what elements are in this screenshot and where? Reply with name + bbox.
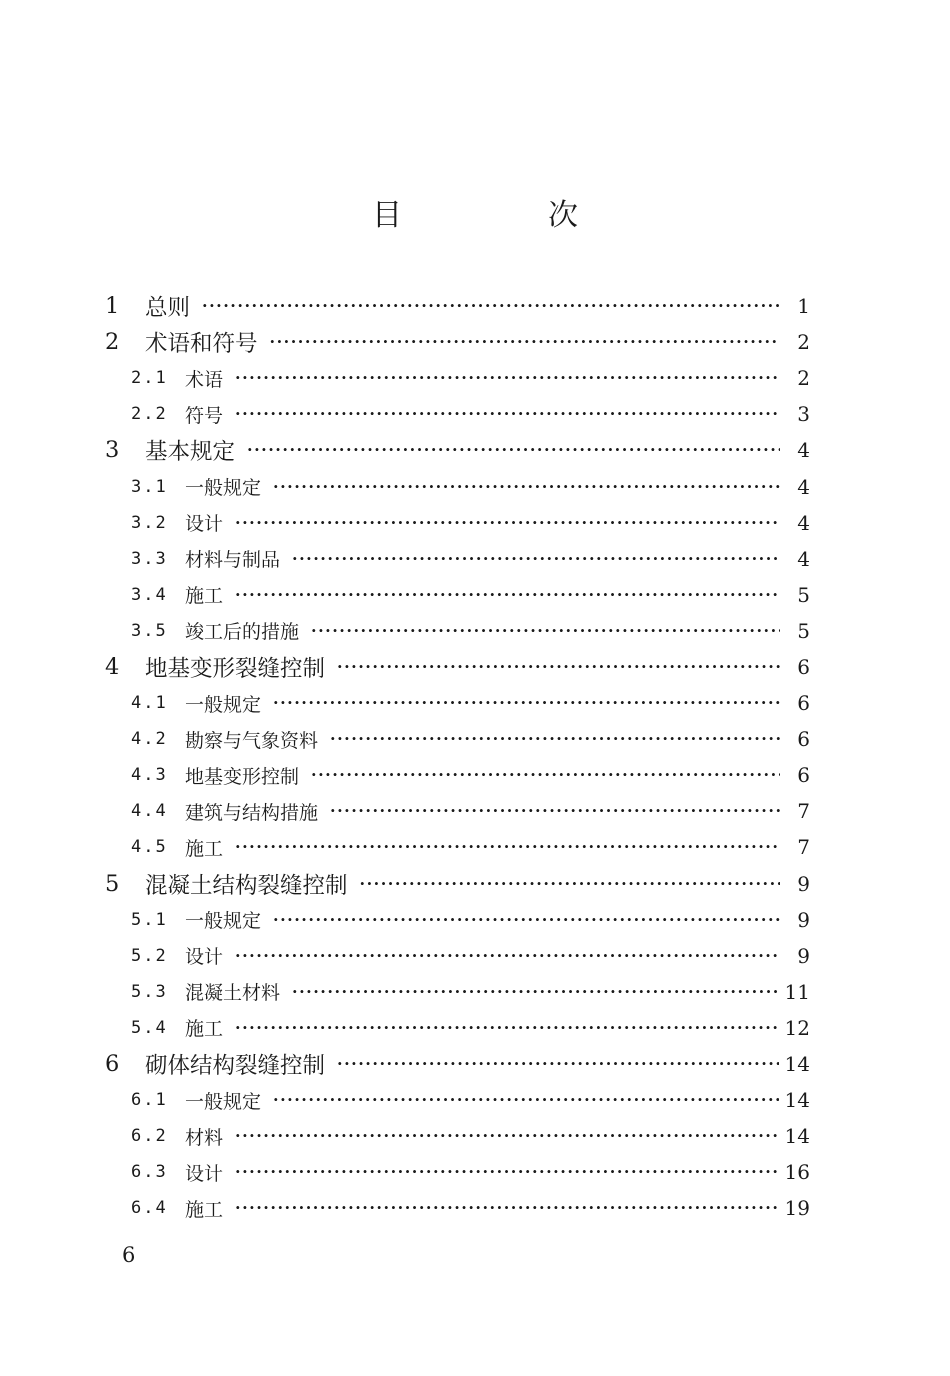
toc-section-entry xyxy=(105,829,810,865)
toc-entry-number: 4 xyxy=(105,653,120,680)
toc-section-entry xyxy=(105,577,810,613)
toc-section-entry xyxy=(105,721,810,757)
toc-section-entry xyxy=(105,396,810,432)
toc-entry-title: 勘察与气象资料 xyxy=(185,729,319,752)
toc-section-entry xyxy=(105,613,810,649)
toc-dot-leader xyxy=(235,839,780,855)
toc-dot-leader xyxy=(273,1092,779,1108)
toc-section-entry xyxy=(105,902,810,938)
toc-entry-page: 4 xyxy=(797,438,810,463)
toc-entry-page: 9 xyxy=(797,907,810,932)
toc-entry-number: 4.4 xyxy=(131,801,168,822)
toc-entry-title: 施工 xyxy=(185,1018,224,1041)
toc-section-entry xyxy=(105,1082,810,1118)
toc-dot-leader xyxy=(235,515,780,531)
toc-entry-number: 3.4 xyxy=(131,584,168,605)
toc-section-entry xyxy=(105,1190,810,1226)
toc-dot-leader xyxy=(273,479,780,495)
toc-entry-title: 总则 xyxy=(145,295,191,322)
toc-entry-page: 5 xyxy=(797,582,810,607)
toc-dot-leader xyxy=(337,659,780,675)
toc-entry-title: 一般规定 xyxy=(185,477,262,500)
toc-dot-leader xyxy=(235,370,780,386)
toc-section-entry xyxy=(105,974,810,1010)
toc-entry-page: 7 xyxy=(797,799,810,824)
toc-entry-number: 4.3 xyxy=(131,765,168,786)
toc-entry-page: 4 xyxy=(797,474,810,499)
toc-dot-leader xyxy=(292,984,779,1000)
toc-entry-title: 术语和符号 xyxy=(145,331,258,358)
toc-entry-number: 6.3 xyxy=(131,1162,168,1183)
toc-entry-number: 5.1 xyxy=(131,909,168,930)
toc-entry-title: 术语 xyxy=(185,368,224,391)
toc-chapter-entry xyxy=(105,1046,810,1082)
toc-entry-page: 16 xyxy=(784,1160,810,1185)
toc-entry-page: 9 xyxy=(797,943,810,968)
toc-chapter-entry xyxy=(105,288,810,324)
toc-section-entry xyxy=(105,360,810,396)
toc-section-entry xyxy=(105,505,810,541)
toc-section-entry xyxy=(105,1118,810,1154)
toc-entry-number: 5.3 xyxy=(131,981,168,1002)
toc-section-entry xyxy=(105,938,810,974)
toc-entry-number: 4.2 xyxy=(131,729,168,750)
toc-section-entry xyxy=(105,793,810,829)
toc-dot-leader xyxy=(273,695,780,711)
toc-entry-page: 3 xyxy=(797,402,810,427)
toc-section-entry xyxy=(105,468,810,504)
toc-entry-title: 设计 xyxy=(185,946,224,969)
table-of-contents xyxy=(105,288,810,1226)
toc-entry-title: 地基变形控制 xyxy=(185,765,300,788)
toc-entry-title: 一般规定 xyxy=(185,1090,262,1113)
toc-entry-number: 6.2 xyxy=(131,1126,168,1147)
toc-entry-number: 2 xyxy=(105,329,120,356)
toc-entry-page: 12 xyxy=(784,1015,810,1040)
toc-section-entry xyxy=(105,685,810,721)
toc-entry-title: 一般规定 xyxy=(185,910,262,933)
toc-entry-page: 14 xyxy=(784,1052,810,1077)
toc-dot-leader xyxy=(292,551,780,567)
toc-entry-page: 14 xyxy=(784,1124,810,1149)
toc-entry-title: 施工 xyxy=(185,1198,224,1221)
toc-dot-leader xyxy=(235,1128,779,1144)
toc-dot-leader xyxy=(235,1020,779,1036)
toc-entry-page: 7 xyxy=(797,835,810,860)
toc-dot-leader xyxy=(235,948,780,964)
toc-dot-leader xyxy=(337,1056,779,1072)
page-title: 目 次 xyxy=(372,198,636,233)
toc-entry-number: 5 xyxy=(105,870,120,897)
toc-dot-leader xyxy=(202,298,780,314)
toc-chapter-entry xyxy=(105,432,810,468)
toc-chapter-entry xyxy=(105,324,810,360)
toc-entry-title: 施工 xyxy=(185,585,224,608)
toc-section-entry xyxy=(105,541,810,577)
toc-entry-number: 2.1 xyxy=(131,368,168,389)
toc-dot-leader xyxy=(235,587,780,603)
toc-entry-page: 2 xyxy=(797,330,810,355)
toc-dot-leader xyxy=(360,876,780,892)
toc-dot-leader xyxy=(235,406,780,422)
toc-entry-page: 19 xyxy=(784,1196,810,1221)
toc-entry-title: 施工 xyxy=(185,837,224,860)
toc-entry-page: 6 xyxy=(797,727,810,752)
toc-entry-number: 6.1 xyxy=(131,1090,168,1111)
toc-entry-number: 4.1 xyxy=(131,693,168,714)
toc-dot-leader xyxy=(311,623,780,639)
toc-chapter-entry xyxy=(105,866,810,902)
toc-entry-number: 5.4 xyxy=(131,1017,168,1038)
toc-entry-page: 1 xyxy=(797,294,810,319)
toc-entry-page: 6 xyxy=(797,763,810,788)
toc-dot-leader xyxy=(330,803,780,819)
toc-entry-title: 砌体结构裂缝控制 xyxy=(145,1053,326,1080)
toc-entry-title: 设计 xyxy=(185,1162,224,1185)
toc-entry-title: 一般规定 xyxy=(185,693,262,716)
toc-dot-leader xyxy=(273,912,780,928)
toc-dot-leader xyxy=(235,1200,779,1216)
toc-entry-title: 竣工后的措施 xyxy=(185,621,300,644)
toc-entry-title: 符号 xyxy=(185,404,224,427)
toc-entry-title: 设计 xyxy=(185,513,224,536)
toc-entry-title: 混凝土结构裂缝控制 xyxy=(145,872,348,899)
toc-entry-page: 4 xyxy=(797,546,810,571)
toc-entry-page: 14 xyxy=(784,1088,810,1113)
toc-entry-page: 6 xyxy=(797,691,810,716)
toc-entry-number: 3.5 xyxy=(131,620,168,641)
toc-dot-leader xyxy=(311,767,780,783)
toc-entry-number: 3.3 xyxy=(131,548,168,569)
toc-entry-number: 5.2 xyxy=(131,945,168,966)
toc-entry-title: 地基变形裂缝控制 xyxy=(145,655,326,682)
toc-dot-leader xyxy=(330,731,780,747)
toc-section-entry xyxy=(105,1010,810,1046)
toc-chapter-entry xyxy=(105,649,810,685)
toc-entry-number: 1 xyxy=(105,293,120,320)
toc-entry-number: 6 xyxy=(105,1051,120,1078)
toc-section-entry xyxy=(105,1154,810,1190)
toc-entry-title: 混凝土材料 xyxy=(185,982,281,1005)
toc-entry-page: 4 xyxy=(797,510,810,535)
toc-entry-page: 2 xyxy=(797,366,810,391)
toc-entry-page: 5 xyxy=(797,618,810,643)
toc-entry-page: 9 xyxy=(797,871,810,896)
toc-entry-number: 3 xyxy=(105,437,120,464)
toc-entry-number: 3.2 xyxy=(131,512,168,533)
toc-section-entry xyxy=(105,757,810,793)
page-number: 6 xyxy=(122,1243,136,1267)
toc-dot-leader xyxy=(235,1164,779,1180)
toc-entry-number: 4.5 xyxy=(131,837,168,858)
toc-entry-title: 材料 xyxy=(185,1126,224,1149)
toc-entry-page: 11 xyxy=(784,979,810,1004)
toc-entry-title: 基本规定 xyxy=(145,439,236,466)
toc-entry-title: 材料与制品 xyxy=(185,549,281,572)
toc-dot-leader xyxy=(247,442,780,458)
toc-dot-leader xyxy=(270,334,780,350)
toc-entry-page: 6 xyxy=(797,654,810,679)
toc-entry-number: 2.2 xyxy=(131,404,168,425)
toc-entry-number: 6.4 xyxy=(131,1198,168,1219)
toc-entry-title: 建筑与结构措施 xyxy=(185,801,319,824)
toc-entry-number: 3.1 xyxy=(131,476,168,497)
